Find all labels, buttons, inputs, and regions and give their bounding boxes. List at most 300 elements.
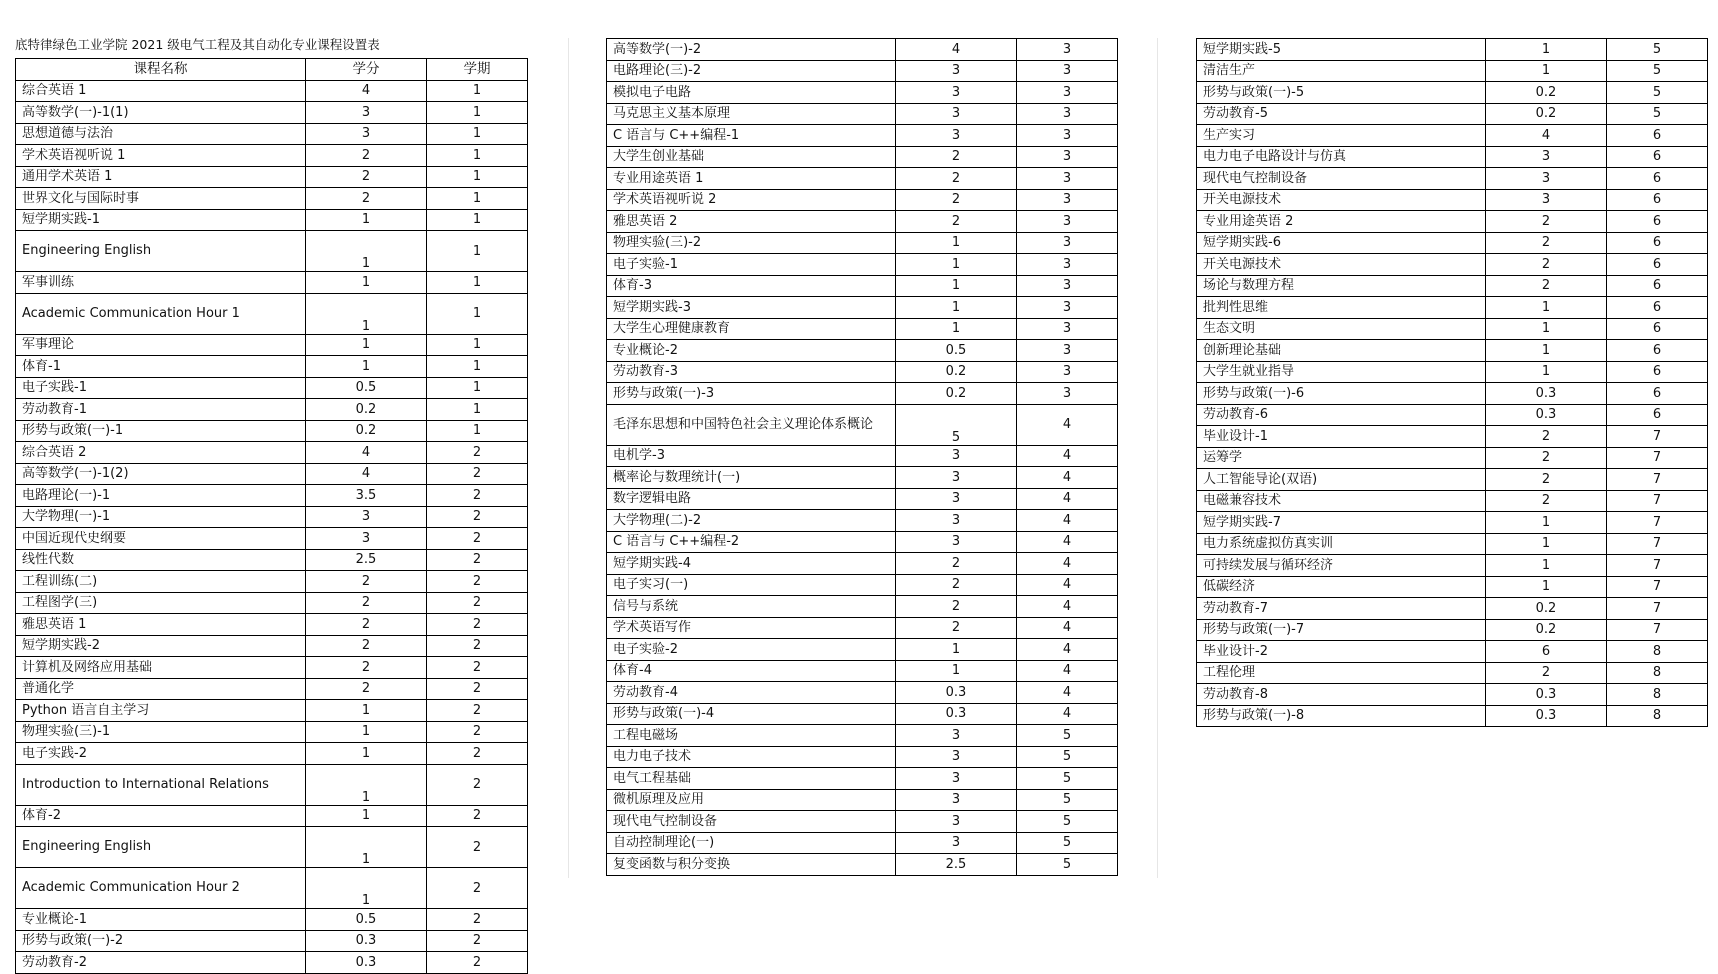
semester-cell: 5	[1017, 811, 1118, 833]
credits-cell: 3	[896, 510, 1017, 532]
semester-cell: 4	[1017, 660, 1118, 682]
course-name-cell: 电机学-3	[607, 445, 896, 467]
course-name-cell: 形势与政策(一)-2	[16, 930, 306, 952]
course-name-cell: 现代电气控制设备	[1197, 168, 1486, 190]
table-row	[607, 211, 1118, 233]
course-name-cell: 电磁兼容技术	[1197, 490, 1486, 512]
semester-cell: 6	[1607, 125, 1708, 147]
table-row	[607, 811, 1118, 833]
semester-cell: 2	[427, 700, 528, 722]
course-name-cell: 思想道德与法治	[16, 123, 306, 145]
semester-cell: 2	[427, 506, 528, 528]
credits-cell: 2	[306, 635, 427, 657]
semester-cell: 2	[427, 528, 528, 550]
credits-cell: 1	[1486, 361, 1607, 383]
credits-cell: 2	[306, 614, 427, 636]
course-name-cell: 短学期实践-7	[1197, 512, 1486, 534]
course-name-cell: 体育-3	[607, 275, 896, 297]
table-row	[607, 660, 1118, 682]
semester-cell: 8	[1607, 641, 1708, 663]
credits-cell: 2	[306, 571, 427, 593]
table-row	[16, 377, 528, 399]
semester-cell: 8	[1607, 705, 1708, 727]
table-row	[1197, 275, 1708, 297]
course-name-cell: 毛泽东思想和中国特色社会主义理论体系概论	[607, 404, 896, 445]
semester-cell: 4	[1017, 596, 1118, 618]
table-row	[16, 952, 528, 974]
credits-cell: 3	[306, 528, 427, 550]
semester-cell: 4	[1017, 445, 1118, 467]
semester-cell: 1	[427, 420, 528, 442]
table-row	[16, 102, 528, 124]
course-name-cell: 雅思英语 1	[16, 614, 306, 636]
course-name-cell: Academic Communication Hour 1	[16, 293, 306, 334]
credits-cell: 3	[896, 725, 1017, 747]
table-row	[1197, 318, 1708, 340]
semester-cell: 7	[1607, 555, 1708, 577]
course-name-cell: 短学期实践-3	[607, 297, 896, 319]
course-name-cell: 军事理论	[16, 334, 306, 356]
credits-cell: 3	[896, 746, 1017, 768]
course-table-3	[1196, 38, 1708, 727]
credits-cell: 0.3	[1486, 404, 1607, 426]
course-name-cell: 电子实习(一)	[607, 574, 896, 596]
table-row	[607, 168, 1118, 190]
semester-cell: 4	[1017, 639, 1118, 661]
semester-cell: 2	[427, 657, 528, 679]
credits-cell: 1	[1486, 576, 1607, 598]
table-row	[1197, 426, 1708, 448]
credits-cell: 1	[306, 743, 427, 765]
course-name-cell: 电力电子技术	[607, 746, 896, 768]
course-name-cell: 生产实习	[1197, 125, 1486, 147]
credits-cell: 2	[896, 146, 1017, 168]
credits-cell: 2	[1486, 275, 1607, 297]
course-name-cell: 物理实验(三)-1	[16, 721, 306, 743]
course-name-cell: 形势与政策(一)-4	[607, 703, 896, 725]
semester-cell: 1	[427, 102, 528, 124]
semester-cell: 2	[427, 592, 528, 614]
semester-cell: 6	[1607, 340, 1708, 362]
table-row	[1197, 189, 1708, 211]
course-name-cell: 体育-1	[16, 356, 306, 378]
credits-cell: 2.5	[896, 854, 1017, 876]
table-row	[16, 188, 528, 210]
credits-cell: 2	[306, 592, 427, 614]
credits-cell: 3	[896, 811, 1017, 833]
credits-cell: 3	[896, 832, 1017, 854]
course-name-cell: 综合英语 1	[16, 80, 306, 102]
course-name-cell: 可持续发展与循环经济	[1197, 555, 1486, 577]
table-row	[1197, 297, 1708, 319]
course-name-cell: 短学期实践-6	[1197, 232, 1486, 254]
credits-cell: 1	[306, 827, 427, 868]
course-name-cell: 清洁生产	[1197, 60, 1486, 82]
table-row	[16, 764, 528, 805]
table-row	[16, 805, 528, 827]
table-row	[607, 789, 1118, 811]
credits-cell: 3	[896, 125, 1017, 147]
semester-cell: 2	[427, 827, 528, 868]
course-name-cell: 学术英语视听说 1	[16, 145, 306, 167]
credits-cell: 3	[896, 60, 1017, 82]
semester-cell: 7	[1607, 533, 1708, 555]
credits-cell: 4	[306, 442, 427, 464]
credits-cell: 1	[1486, 318, 1607, 340]
credits-cell: 0.2	[1486, 598, 1607, 620]
course-name-cell: 形势与政策(一)-6	[1197, 383, 1486, 405]
credits-cell: 4	[306, 463, 427, 485]
credits-cell: 2	[1486, 447, 1607, 469]
semester-cell: 3	[1017, 318, 1118, 340]
semester-cell: 5	[1607, 103, 1708, 125]
semester-cell: 1	[427, 80, 528, 102]
table-row	[607, 703, 1118, 725]
semester-cell: 3	[1017, 254, 1118, 276]
credits-cell: 5	[896, 404, 1017, 445]
semester-cell: 6	[1607, 189, 1708, 211]
course-name-cell: 马克思主义基本原理	[607, 103, 896, 125]
table-row	[16, 442, 528, 464]
course-name-cell: 短学期实践-5	[1197, 39, 1486, 61]
credits-cell: 2	[1486, 232, 1607, 254]
semester-cell: 8	[1607, 662, 1708, 684]
credits-cell: 2	[1486, 426, 1607, 448]
course-name-cell: 短学期实践-1	[16, 209, 306, 231]
semester-cell: 1	[427, 209, 528, 231]
credits-cell: 3	[896, 445, 1017, 467]
semester-cell: 1	[427, 334, 528, 356]
semester-cell: 1	[427, 188, 528, 210]
course-name-cell: 形势与政策(一)-1	[16, 420, 306, 442]
course-name-cell: 毕业设计-2	[1197, 641, 1486, 663]
credits-cell: 0.5	[896, 340, 1017, 362]
semester-cell: 5	[1607, 82, 1708, 104]
semester-cell: 5	[1607, 60, 1708, 82]
course-name-cell: 信号与系统	[607, 596, 896, 618]
table-row	[1197, 211, 1708, 233]
credits-cell: 3	[1486, 146, 1607, 168]
course-name-cell: 大学生就业指导	[1197, 361, 1486, 383]
table-row	[16, 721, 528, 743]
semester-cell: 5	[1017, 725, 1118, 747]
course-name-cell: 数字逻辑电路	[607, 488, 896, 510]
semester-cell: 4	[1017, 467, 1118, 489]
course-name-cell: 计算机及网络应用基础	[16, 657, 306, 679]
credits-cell: 1	[1486, 297, 1607, 319]
table-row	[1197, 125, 1708, 147]
credits-cell: 2	[306, 188, 427, 210]
semester-cell: 6	[1607, 232, 1708, 254]
semester-cell: 1	[427, 356, 528, 378]
table-row	[16, 231, 528, 272]
table-row	[1197, 662, 1708, 684]
semester-cell: 5	[1607, 39, 1708, 61]
table-row	[16, 549, 528, 571]
semester-cell: 2	[427, 764, 528, 805]
semester-cell: 6	[1607, 404, 1708, 426]
course-name-cell: 高等数学(一)-1(2)	[16, 463, 306, 485]
course-name-cell: 大学生心理健康教育	[607, 318, 896, 340]
header-credits: 学分	[306, 59, 427, 81]
course-name-cell: 自动控制理论(一)	[607, 832, 896, 854]
table-row	[1197, 619, 1708, 641]
course-name-cell: 专业用途英语 2	[1197, 211, 1486, 233]
course-name-cell: 工程训练(二)	[16, 571, 306, 593]
credits-cell: 2	[306, 145, 427, 167]
course-name-cell: 毕业设计-1	[1197, 426, 1486, 448]
semester-cell: 2	[427, 868, 528, 909]
table-row	[16, 209, 528, 231]
table-row	[607, 725, 1118, 747]
course-name-cell: 模拟电子电路	[607, 82, 896, 104]
course-name-cell: 创新理论基础	[1197, 340, 1486, 362]
credits-cell: 0.2	[306, 420, 427, 442]
credits-cell: 3	[306, 102, 427, 124]
course-name-cell: Python 语言自主学习	[16, 700, 306, 722]
course-name-cell: 短学期实践-2	[16, 635, 306, 657]
table-row	[16, 506, 528, 528]
semester-cell: 4	[1017, 553, 1118, 575]
semester-cell: 5	[1017, 768, 1118, 790]
semester-cell: 7	[1607, 426, 1708, 448]
semester-cell: 4	[1017, 703, 1118, 725]
table-row	[1197, 490, 1708, 512]
table-row	[16, 293, 528, 334]
semester-cell: 2	[427, 549, 528, 571]
table-row	[16, 166, 528, 188]
course-name-cell: 形势与政策(一)-5	[1197, 82, 1486, 104]
course-name-cell: 形势与政策(一)-7	[1197, 619, 1486, 641]
credits-cell: 4	[1486, 125, 1607, 147]
table-row	[1197, 469, 1708, 491]
table-row	[1197, 103, 1708, 125]
table-row	[607, 125, 1118, 147]
course-name-cell: 高等数学(一)-2	[607, 39, 896, 61]
course-name-cell: 形势与政策(一)-3	[607, 383, 896, 405]
course-name-cell: 劳动教育-1	[16, 399, 306, 421]
table-row	[16, 356, 528, 378]
table-row	[1197, 340, 1708, 362]
table-row	[607, 854, 1118, 876]
table-row	[16, 743, 528, 765]
credits-cell: 0.3	[306, 930, 427, 952]
credits-cell: 3	[306, 506, 427, 528]
course-name-cell: 体育-2	[16, 805, 306, 827]
course-name-cell: 通用学术英语 1	[16, 166, 306, 188]
semester-cell: 2	[427, 614, 528, 636]
semester-cell: 2	[427, 743, 528, 765]
semester-cell: 7	[1607, 619, 1708, 641]
table-row	[607, 275, 1118, 297]
semester-cell: 3	[1017, 146, 1118, 168]
credits-cell: 1	[896, 297, 1017, 319]
table-row	[1197, 361, 1708, 383]
course-name-cell: 微机原理及应用	[607, 789, 896, 811]
credits-cell: 1	[896, 275, 1017, 297]
course-name-cell: 劳动教育-2	[16, 952, 306, 974]
credits-cell: 0.2	[1486, 103, 1607, 125]
table-row	[607, 82, 1118, 104]
table-row	[1197, 254, 1708, 276]
course-name-cell: 军事训练	[16, 272, 306, 294]
semester-cell: 2	[427, 721, 528, 743]
course-name-cell: 大学物理(二)-2	[607, 510, 896, 532]
credits-cell: 0.2	[1486, 619, 1607, 641]
table-row	[16, 571, 528, 593]
course-name-cell: 电子实践-1	[16, 377, 306, 399]
table-row	[1197, 576, 1708, 598]
table-row	[607, 232, 1118, 254]
credits-cell: 2	[896, 596, 1017, 618]
semester-cell: 5	[1017, 854, 1118, 876]
table-row	[16, 678, 528, 700]
table-row	[1197, 555, 1708, 577]
credits-cell: 3	[896, 488, 1017, 510]
credits-cell: 1	[306, 700, 427, 722]
credits-cell: 1	[1486, 340, 1607, 362]
semester-cell: 3	[1017, 361, 1118, 383]
credits-cell: 0.3	[1486, 383, 1607, 405]
course-name-cell: 综合英语 2	[16, 442, 306, 464]
credits-cell: 2	[306, 678, 427, 700]
course-name-cell: 雅思英语 2	[607, 211, 896, 233]
table-row	[16, 334, 528, 356]
credits-cell: 1	[306, 272, 427, 294]
semester-cell: 6	[1607, 297, 1708, 319]
course-name-cell: C 语言与 C++编程-1	[607, 125, 896, 147]
credits-cell: 1	[896, 660, 1017, 682]
credits-cell: 1	[306, 293, 427, 334]
course-name-cell: 形势与政策(一)-8	[1197, 705, 1486, 727]
table-row	[16, 528, 528, 550]
course-name-cell: 劳动教育-3	[607, 361, 896, 383]
table-row	[16, 635, 528, 657]
credits-cell: 1	[306, 805, 427, 827]
credits-cell: 6	[1486, 641, 1607, 663]
semester-cell: 8	[1607, 684, 1708, 706]
table-row	[16, 399, 528, 421]
course-name-cell: 生态文明	[1197, 318, 1486, 340]
course-name-cell: 体育-4	[607, 660, 896, 682]
credits-cell: 0.2	[1486, 82, 1607, 104]
column-divider	[1157, 38, 1158, 878]
course-name-cell: 劳动教育-5	[1197, 103, 1486, 125]
semester-cell: 5	[1017, 832, 1118, 854]
semester-cell: 6	[1607, 168, 1708, 190]
semester-cell: 4	[1017, 510, 1118, 532]
semester-cell: 1	[427, 293, 528, 334]
table-row	[607, 510, 1118, 532]
course-name-cell: 劳动教育-4	[607, 682, 896, 704]
semester-cell: 3	[1017, 383, 1118, 405]
semester-cell: 4	[1017, 617, 1118, 639]
semester-cell: 6	[1607, 318, 1708, 340]
semester-cell: 6	[1607, 146, 1708, 168]
semester-cell: 1	[427, 399, 528, 421]
table-row	[607, 768, 1118, 790]
course-name-cell: 高等数学(一)-1(1)	[16, 102, 306, 124]
table-row	[607, 639, 1118, 661]
table-row	[16, 272, 528, 294]
course-table-1	[15, 58, 528, 974]
credits-cell: 0.2	[896, 383, 1017, 405]
credits-cell: 2	[896, 553, 1017, 575]
table-row	[607, 189, 1118, 211]
credits-cell: 0.3	[1486, 705, 1607, 727]
semester-cell: 2	[427, 805, 528, 827]
credits-cell: 3	[896, 789, 1017, 811]
semester-cell: 5	[1017, 789, 1118, 811]
semester-cell: 6	[1607, 275, 1708, 297]
credits-cell: 3	[896, 82, 1017, 104]
credits-cell: 1	[1486, 512, 1607, 534]
table-row	[1197, 383, 1708, 405]
semester-cell: 3	[1017, 275, 1118, 297]
credits-cell: 2.5	[306, 549, 427, 571]
credits-cell: 3	[896, 531, 1017, 553]
table-row	[607, 832, 1118, 854]
course-name-cell: 劳动教育-6	[1197, 404, 1486, 426]
credits-cell: 1	[896, 232, 1017, 254]
table-row	[1197, 404, 1708, 426]
semester-cell: 2	[427, 485, 528, 507]
semester-cell: 7	[1607, 512, 1708, 534]
semester-cell: 3	[1017, 211, 1118, 233]
credits-cell: 1	[306, 231, 427, 272]
table-row	[1197, 82, 1708, 104]
semester-cell: 1	[427, 377, 528, 399]
table-row	[16, 657, 528, 679]
course-name-cell: 线性代数	[16, 549, 306, 571]
table-row	[1197, 60, 1708, 82]
credits-cell: 4	[306, 80, 427, 102]
semester-cell: 4	[1017, 488, 1118, 510]
table-row	[607, 574, 1118, 596]
table-row	[607, 297, 1118, 319]
semester-cell: 2	[427, 463, 528, 485]
table-row	[607, 445, 1118, 467]
table-row	[607, 254, 1118, 276]
credits-cell: 3.5	[306, 485, 427, 507]
course-name-cell: Engineering English	[16, 827, 306, 868]
course-name-cell: 物理实验(三)-2	[607, 232, 896, 254]
table-row	[16, 700, 528, 722]
semester-cell: 3	[1017, 39, 1118, 61]
course-name-cell: 专业概论-1	[16, 909, 306, 931]
course-name-cell: C 语言与 C++编程-2	[607, 531, 896, 553]
course-name-cell: Engineering English	[16, 231, 306, 272]
credits-cell: 1	[306, 356, 427, 378]
semester-cell: 2	[427, 930, 528, 952]
credits-cell: 2	[1486, 469, 1607, 491]
semester-cell: 3	[1017, 103, 1118, 125]
credits-cell: 2	[896, 189, 1017, 211]
credits-cell: 3	[1486, 189, 1607, 211]
course-name-cell: 工程电磁场	[607, 725, 896, 747]
credits-cell: 1	[1486, 60, 1607, 82]
course-name-cell: 概率论与数理统计(一)	[607, 467, 896, 489]
semester-cell: 1	[427, 231, 528, 272]
table-row	[16, 827, 528, 868]
course-name-cell: 劳动教育-8	[1197, 684, 1486, 706]
course-name-cell: 开关电源技术	[1197, 189, 1486, 211]
table-row	[607, 318, 1118, 340]
semester-cell: 5	[1017, 746, 1118, 768]
table-row	[1197, 232, 1708, 254]
table-row	[607, 553, 1118, 575]
table-header-row	[16, 59, 528, 81]
